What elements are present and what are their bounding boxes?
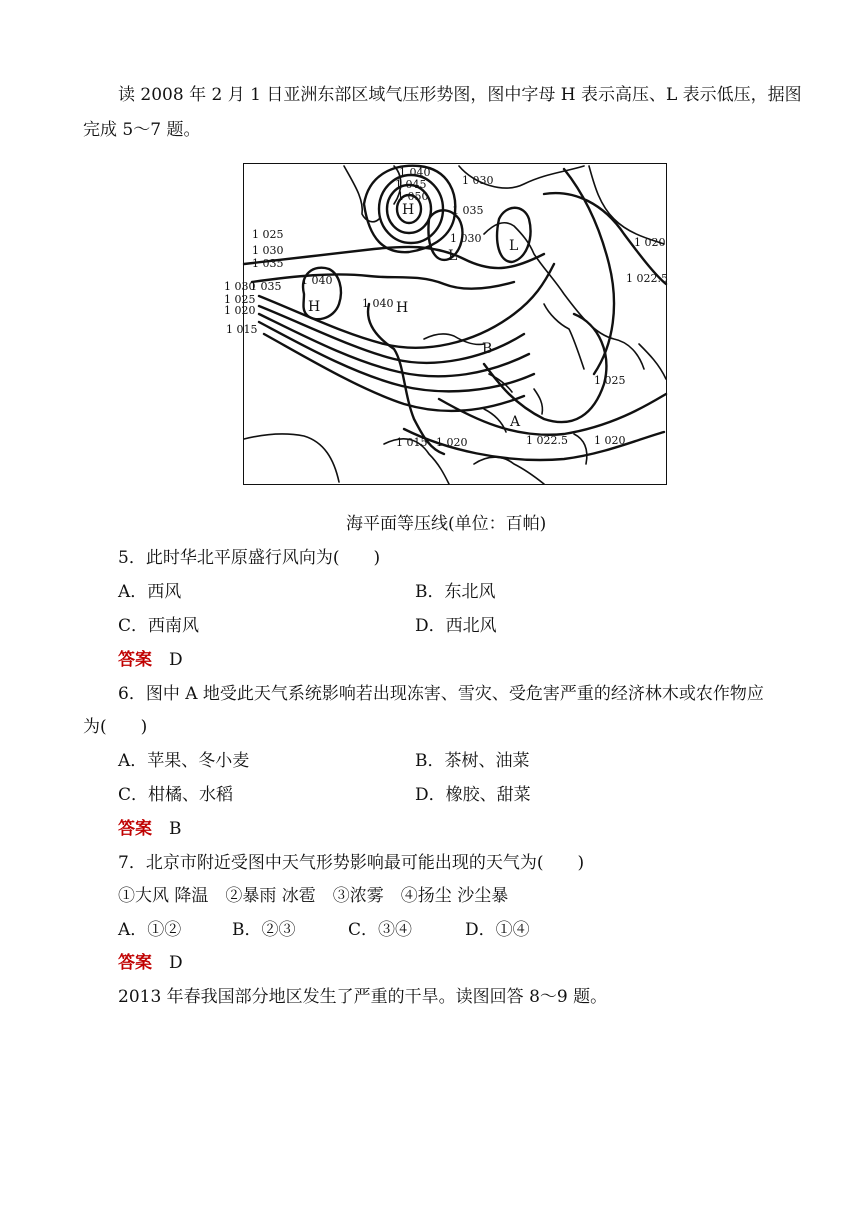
coastline (484, 223, 644, 369)
high-pressure-marker: H (396, 300, 409, 316)
coastline (474, 457, 544, 484)
isobar-label: 1 025 (252, 228, 284, 241)
q7-option-c: C．③④ (348, 920, 413, 940)
q7-option-a: A．①② (118, 920, 182, 940)
coastline (534, 389, 542, 414)
isobar-label: 1 015 (226, 323, 258, 336)
coastline (344, 166, 379, 222)
high-pressure-marker: H (402, 202, 415, 218)
isobar-label: 1 040 (399, 166, 431, 179)
isobar-label: 1 035 (252, 257, 284, 270)
q5-answer (118, 648, 183, 672)
q6-stem-line-2: 为( ) (83, 717, 148, 737)
answer-label: 答案 (118, 650, 152, 670)
location-a-marker: A (510, 414, 521, 430)
q5-option-b: B．东北风 (415, 582, 496, 602)
q6-option-a: A．苹果、冬小麦 (118, 751, 250, 771)
coastline (639, 344, 666, 379)
isobar (484, 314, 606, 422)
q5-stem: 5．此时华北平原盛行风向为( ) (118, 548, 381, 568)
isobar-label: 1 040 (362, 297, 394, 310)
q5-option-d: D．西北风 (415, 616, 497, 636)
answer-value: D (169, 953, 183, 973)
q5-option-a: A．西风 (118, 582, 182, 602)
isobar-label: 1 045 (395, 178, 427, 191)
isobar (439, 394, 666, 435)
isobar-label: 1 030 (462, 174, 494, 187)
q6-option-d: D．橡胶、甜菜 (415, 785, 531, 805)
coastline (574, 434, 587, 464)
isobar-label: 1 020 (634, 236, 666, 249)
isobar-label: 1 030 (252, 244, 284, 257)
isobar-label: 1 040 (301, 274, 333, 287)
isobar-label: 1 015 (396, 436, 428, 449)
isobar-map (224, 164, 668, 486)
answer-label: 答案 (118, 953, 152, 973)
isobar-label: 1 030 (450, 232, 482, 245)
isobar-label: 1 025 (224, 293, 256, 306)
figure-caption: 海平面等压线(单位：百帕) (346, 514, 547, 534)
isobar-label: 1 050 (397, 190, 429, 203)
q6-option-c: C．柑橘、水稻 (118, 785, 234, 805)
coastline (244, 434, 339, 482)
isobar-label: 1 025 (594, 374, 626, 387)
isobar-label: 1 030 (224, 280, 256, 293)
location-b-marker: B (482, 341, 493, 357)
low-pressure-marker: L (448, 248, 458, 264)
answer-value: B (169, 819, 182, 839)
isobar (564, 169, 614, 374)
answer-label: 答案 (118, 819, 152, 839)
q7-stem: 7．北京市附近受图中天气形势影响最可能出现的天气为( ) (118, 853, 585, 873)
q7-option-d: D．①④ (465, 920, 530, 940)
q6-stem-line-1: 6．图中 A 地受此天气系统影响若出现冻害、雪灾、受危害严重的经济林木或农作物应 (118, 684, 764, 704)
isobar-label: 1 022.5 (626, 272, 668, 285)
outro-text: 2013 年春我国部分地区发生了严重的干旱。读图回答 8～9 题。 (118, 987, 608, 1007)
q5-option-c: C．西南风 (118, 616, 200, 636)
q7-option-b: B．②③ (232, 920, 296, 940)
isobar-label: 1 020 (594, 434, 626, 447)
q7-items: ①大风 降温 ②暴雨 冰雹 ③浓雾 ④扬尘 沙尘暴 (118, 886, 509, 906)
isobar (252, 274, 514, 288)
q6-answer (118, 817, 182, 841)
isobar-label: 1 035 (250, 280, 282, 293)
low-pressure-marker: L (509, 238, 519, 254)
coastline (544, 304, 584, 369)
intro-line-1: 读 2008 年 2 月 1 日亚洲东部区域气压形势图，图中字母 H 表示高压、L 表示低压，据图 (118, 85, 802, 105)
isobar-label: 1 035 (452, 204, 484, 217)
isobar-label: 1 020 (436, 436, 468, 449)
isobar (259, 322, 534, 391)
pressure-map-figure (224, 163, 668, 485)
isobar-label: 1 020 (224, 304, 256, 317)
isobar-label: 1 022.5 (526, 434, 568, 447)
intro-line-2: 完成 5～7 题。 (83, 120, 201, 140)
high-pressure-marker: H (308, 299, 321, 315)
answer-value: D (169, 650, 183, 670)
q6-option-b: B．茶树、油菜 (415, 751, 530, 771)
q7-answer (118, 951, 183, 975)
